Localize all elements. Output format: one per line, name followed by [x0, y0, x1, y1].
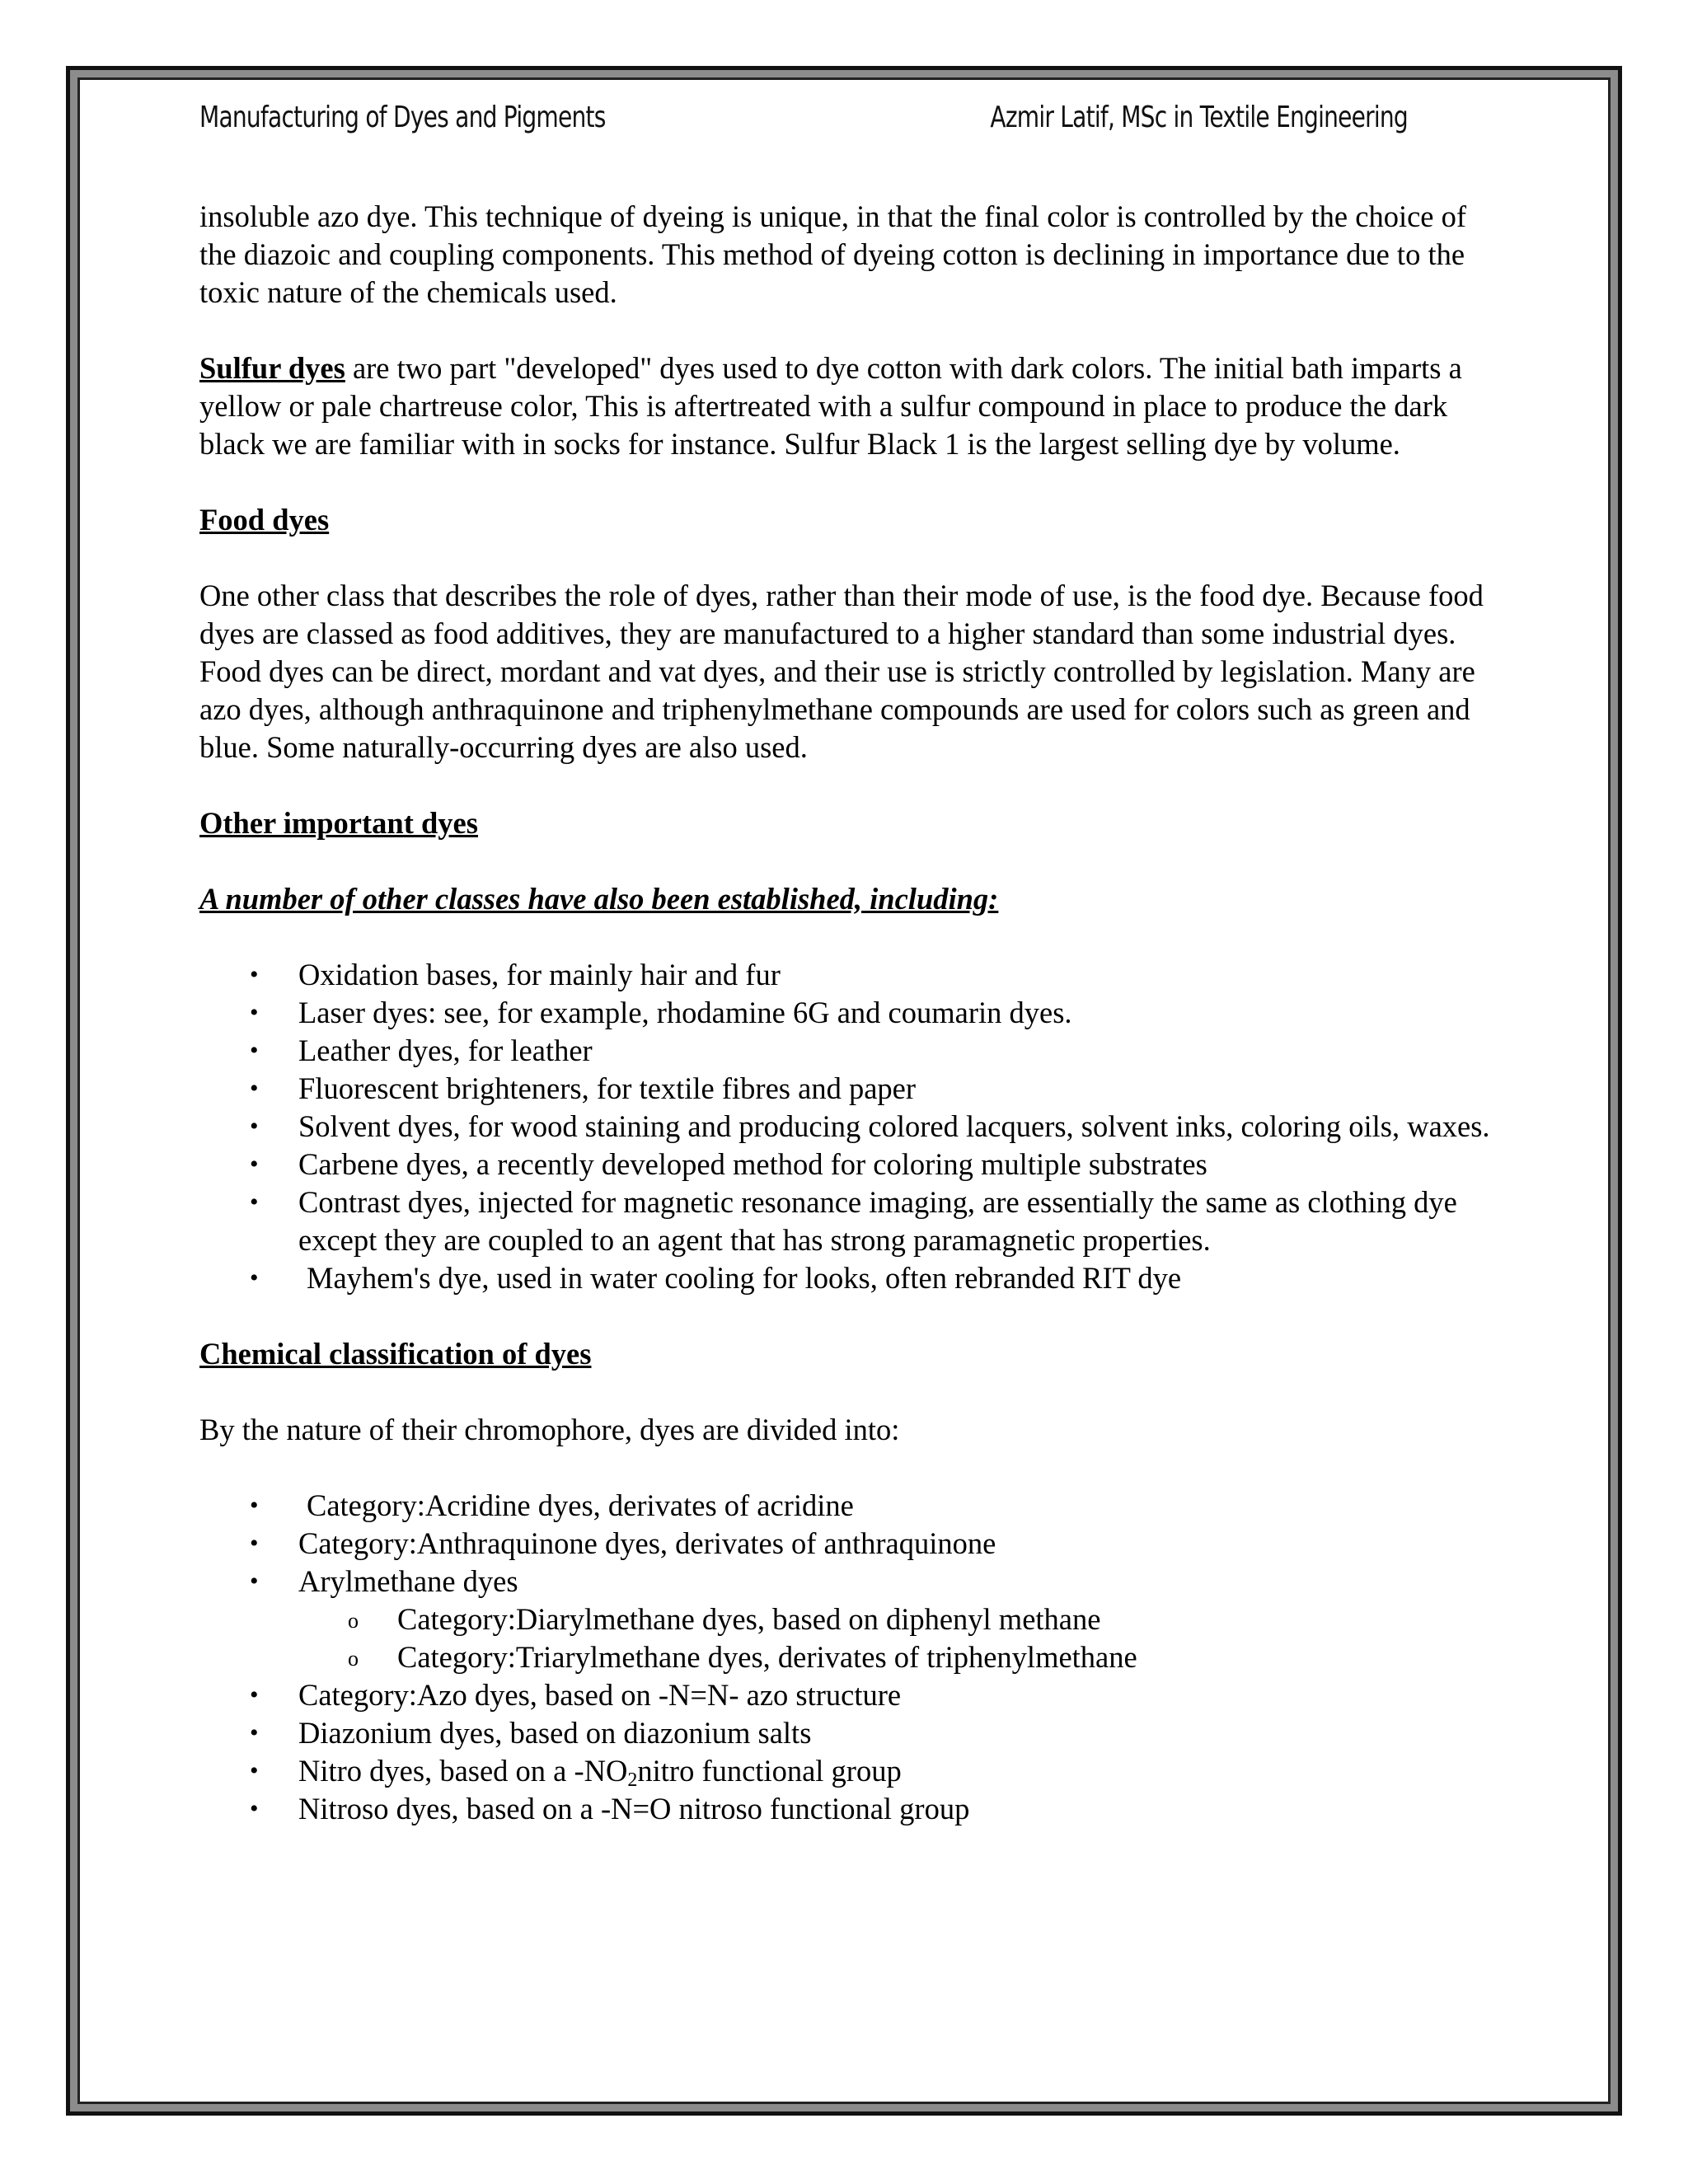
list-item: • Category:Azo dyes, based on -N=N- azo structure [199, 1676, 1493, 1714]
list-item [199, 1487, 1493, 1525]
list-item: • Carbene dyes, a recently developed method for coloring multiple substrates [199, 1146, 1493, 1183]
sub-list-item: o Category:Diarylmethane dyes, based on diphenyl methane [199, 1601, 1493, 1638]
sulfur-dyes-term: Sulfur dyes [199, 351, 345, 385]
list-item [199, 1752, 1493, 1790]
list-item: • Fluorescent brighteners, for textile fibres and paper [199, 1070, 1493, 1108]
list-item: • Solvent dyes, for wood staining and producing colored lacquers, solvent inks, coloring oils, waxes. [199, 1108, 1493, 1146]
other-dyes-heading: Other important dyes [199, 806, 478, 840]
nitro-text-before: Nitro dyes, based on a -NO [298, 1754, 628, 1788]
sulfur-dyes-paragraph [199, 349, 1493, 463]
list-item-label: Arylmethane dyes [298, 1564, 518, 1598]
intro-paragraph: insoluble azo dye. This technique of dyeing is unique, in that the final color is controlled by the choice of the diazoic and coupling components. This method of dyeing cotton is declining in importance due to the toxic nature of the chemicals used. [199, 199, 1467, 309]
list-item-label: Category:Acridine dyes, derivates of acridine [307, 1488, 854, 1522]
header-author: Azmir Latif, MSc in Textile Engineering [990, 101, 1408, 134]
chemical-classification-list [199, 1487, 1493, 1828]
page-header [199, 101, 1408, 150]
nitro-subscript: 2 [627, 1769, 638, 1791]
list-item: • Nitroso dyes, based on a -N=O nitroso functional group [199, 1790, 1493, 1828]
list-item [199, 1563, 1493, 1676]
list-item: • Category:Anthraquinone dyes, derivates of anthraquinone [199, 1525, 1493, 1563]
sulfur-dyes-text: are two part "developed" dyes used to dye cotton with dark colors. The initial bath imparts a yellow or pale chartreuse color, This is aftertreated with a sulfur compound in place to produce the dark black we are familiar with in socks for instance. Sulfur Black 1 is the largest selling dye by volume. [199, 351, 1462, 461]
list-item-label: Mayhem's dye, used in water cooling for looks, often rebranded RIT dye [307, 1261, 1182, 1295]
list-item: • Diazonium dyes, based on diazonium salts [199, 1714, 1493, 1752]
other-dyes-list [199, 956, 1493, 1297]
food-dyes-heading: Food dyes [199, 503, 330, 537]
chemical-classification-heading: Chemical classification of dyes [199, 1337, 592, 1371]
list-item: • Laser dyes: see, for example, rhodamine 6G and coumarin dyes. [199, 994, 1493, 1032]
arylmethane-sublist [199, 1601, 1493, 1676]
other-dyes-subheading: A number of other classes have also been established, including: [199, 882, 999, 916]
list-item: • Oxidation bases, for mainly hair and fur [199, 956, 1493, 994]
list-item: • Contrast dyes, injected for magnetic resonance imaging, are essentially the same as clothing dye except they are coupled to an agent that has strong paramagnetic properties. [199, 1183, 1493, 1259]
chemical-classification-intro: By the nature of their chromophore, dyes are divided into: [199, 1413, 900, 1446]
header-title: Manufacturing of Dyes and Pigments [199, 101, 606, 134]
nitro-text-after: nitro functional group [637, 1754, 902, 1788]
sub-list-item: o Category:Triarylmethane dyes, derivates of triphenylmethane [199, 1638, 1493, 1676]
list-item [199, 1259, 1493, 1297]
document-body [199, 198, 1493, 1866]
food-dyes-paragraph: One other class that describes the role of dyes, rather than their mode of use, is the food dye. Because food dyes are classed as food additives, they are manufactured to a higher standard than some industrial dyes. Food dyes can be direct, mordant and vat dyes, and their use is strictly controlled by legislation. Many are azo dyes, although anthraquinone and triphenylmethane compounds are used for colors such as green and blue. Some naturally-occurring dyes are also used. [199, 579, 1484, 764]
list-item: • Leather dyes, for leather [199, 1032, 1493, 1070]
